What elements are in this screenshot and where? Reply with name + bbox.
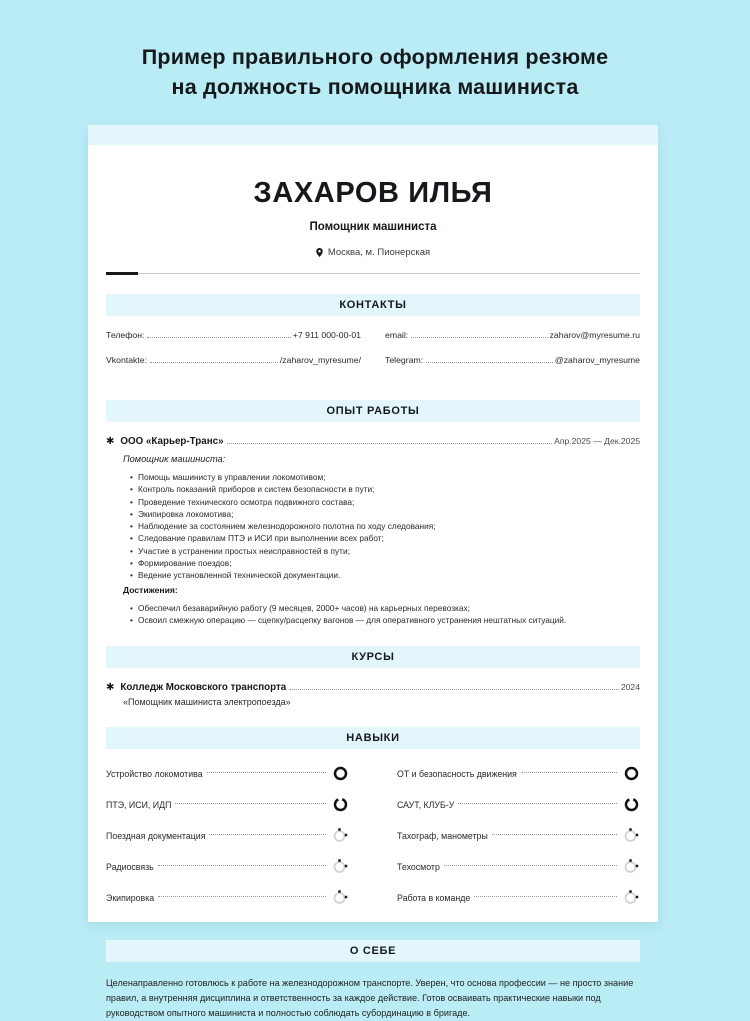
section-title-skills: НАВЫКИ xyxy=(106,727,640,749)
dotted-leader xyxy=(150,362,278,363)
dotted-leader xyxy=(521,772,617,773)
dotted-leader xyxy=(207,772,326,773)
skill-level-gauge xyxy=(623,765,640,782)
dotted-leader xyxy=(474,896,617,897)
skill-label: Устройство локомотива xyxy=(106,768,203,779)
experience-organization: ООО «Карьер-Транс» xyxy=(120,436,224,447)
skill-item xyxy=(373,796,640,813)
asterisk-bullet-icon: ✱ xyxy=(106,682,115,694)
experience-achievements xyxy=(130,603,640,626)
dotted-leader xyxy=(444,865,617,866)
experience-duties xyxy=(130,472,640,581)
experience-list xyxy=(106,422,640,626)
resume-card xyxy=(88,125,658,1019)
duty-item: • Наблюдение за состоянием железнодорожного полотна по ходу следования; xyxy=(130,521,640,532)
contact-label: Telegram: xyxy=(385,355,424,365)
skill-level-gauge xyxy=(332,796,349,813)
dotted-leader xyxy=(411,337,547,338)
skill-level-gauge xyxy=(623,889,640,906)
dotted-leader xyxy=(147,337,290,338)
page-heading-line-1: Пример правильного оформления резюме xyxy=(141,45,609,69)
contact-value: +7 911 000-00-01 xyxy=(292,330,361,340)
duty-item: • Контроль показаний приборов и систем безопасности в пути; xyxy=(130,484,640,495)
skill-item xyxy=(106,765,373,782)
skill-item xyxy=(373,827,640,844)
dotted-leader xyxy=(175,803,326,804)
skill-label: ОТ и безопасность движения xyxy=(397,768,517,779)
section-title-contacts: КОНТАКТЫ xyxy=(106,294,640,316)
page-heading xyxy=(0,0,750,102)
achievement-item: • Обеспечил безаварийную работу (9 месяцев, 2000+ часов) на карьерных перевозках; xyxy=(130,603,640,614)
contact-value: /zaharov_myresume/ xyxy=(279,355,361,365)
candidate-location xyxy=(106,247,640,258)
skill-item xyxy=(106,827,373,844)
contacts-list xyxy=(106,316,640,380)
section-title-courses: КУРСЫ xyxy=(106,646,640,668)
skill-label: Экипировка xyxy=(106,892,155,903)
duty-item: • Ведение установленной технической документации. xyxy=(130,570,640,581)
course-year: 2024 xyxy=(620,682,640,693)
skill-label: Поездная документация xyxy=(106,830,206,841)
duty-item: • Экипировка локомотива; xyxy=(130,509,640,520)
course-institution: Колледж Московского транспорта xyxy=(120,682,287,694)
achievements-label: Достижения: xyxy=(123,585,178,596)
section-title-experience: ОПЫТ РАБОТЫ xyxy=(106,400,640,422)
dotted-leader xyxy=(492,834,617,835)
header-divider xyxy=(106,273,640,274)
dotted-leader xyxy=(209,834,326,835)
skill-level-gauge xyxy=(623,796,640,813)
duty-item: • Участие в устранении простых неисправностей в пути; xyxy=(130,546,640,557)
contact-item-phone[interactable] xyxy=(106,330,373,340)
skill-label: САУТ, КЛУБ-У xyxy=(397,799,455,810)
card-top-band xyxy=(88,125,658,145)
dotted-leader xyxy=(458,803,617,804)
dotted-leader xyxy=(289,689,619,690)
skill-level-gauge xyxy=(332,858,349,875)
resume-header xyxy=(106,145,640,274)
experience-position: Помощник машиниста: xyxy=(123,454,226,464)
skill-label: Работа в команде xyxy=(397,892,471,903)
skill-level-gauge xyxy=(332,889,349,906)
contact-item-telegram[interactable] xyxy=(373,355,640,365)
contact-label: Vkontakte: xyxy=(106,355,148,365)
dotted-leader xyxy=(158,865,326,866)
duty-item: • Формирование поездов; xyxy=(130,558,640,569)
contact-label: Телефон: xyxy=(106,330,145,340)
dotted-leader xyxy=(227,443,553,444)
courses-list xyxy=(106,668,640,707)
location-text: Москва, м. Пионерская xyxy=(327,247,431,258)
skill-item xyxy=(373,858,640,875)
about-text: Целенаправленно готовлюсь к работе на железнодорожном транспорте. Уверен, что основа профессии — не просто знание правил, а внутренняя дисциплина и ответственность за каждое действие. Готов осваивать практические навыки под руководством опытного машиниста и полностью соблюдать субординацию в бригаде. xyxy=(106,978,634,1019)
duty-item: • Следование правилам ПТЭ и ИСИ при выполнении всех работ; xyxy=(130,533,640,544)
location-pin-icon xyxy=(316,248,323,257)
candidate-name: ЗАХАРОВ ИЛЬЯ xyxy=(253,177,493,209)
skill-label: Техосмотр xyxy=(397,861,440,872)
skill-label: Радиосвязь xyxy=(106,861,154,872)
candidate-job-title: Помощник машиниста xyxy=(309,221,437,233)
asterisk-bullet-icon: ✱ xyxy=(106,436,115,447)
skill-level-gauge xyxy=(623,827,640,844)
skill-item xyxy=(373,765,640,782)
contact-value: @zaharov_myresume xyxy=(554,355,640,365)
contact-label: email: xyxy=(385,330,409,340)
experience-dates: Апр.2025 — Дек.2025 xyxy=(554,436,640,446)
dotted-leader xyxy=(426,362,553,363)
contact-value: zaharov@myresume.ru xyxy=(549,330,640,340)
skill-level-gauge xyxy=(332,765,349,782)
skill-item xyxy=(106,889,373,906)
course-entry-header xyxy=(106,682,640,693)
dotted-leader xyxy=(158,896,326,897)
skill-item xyxy=(106,796,373,813)
skill-label: Тахограф, манометры xyxy=(397,830,488,841)
skill-level-gauge xyxy=(332,827,349,844)
skill-label: ПТЭ, ИСИ, ИДП xyxy=(106,799,172,810)
duty-item: • Помощь машинисту в управлении локомотивом; xyxy=(130,472,640,483)
achievement-item: • Освоил смежную операцию — сцепку/расцепку вагонов — для оперативного устранения нештатных ситуаций. xyxy=(130,615,640,626)
contact-item-email[interactable] xyxy=(373,330,640,340)
contact-item-vkontakte[interactable] xyxy=(106,355,373,365)
experience-entry-header xyxy=(106,436,640,447)
course-program: «Помощник машиниста электропоезда» xyxy=(123,697,291,708)
page-heading-line-2: на должность помощника машиниста xyxy=(171,75,579,99)
skill-level-gauge xyxy=(623,858,640,875)
skill-item xyxy=(373,889,640,906)
skill-item xyxy=(106,858,373,875)
duty-item: • Проведение технического осмотра подвижного состава; xyxy=(130,497,640,508)
skills-list xyxy=(106,749,640,920)
section-title-about: О СЕБЕ xyxy=(106,940,640,962)
